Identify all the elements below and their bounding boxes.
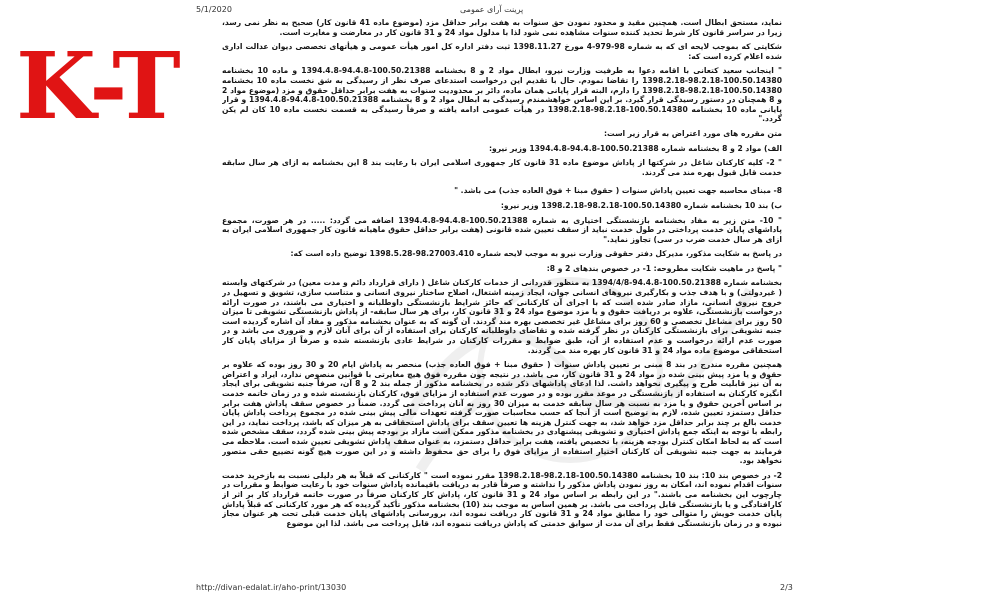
page-header bbox=[0, 2, 1000, 16]
page-number: 2/3 bbox=[780, 583, 793, 592]
paragraph: " اینجانب سعید کتعانی با اقامه دعوا به طرفیت وزارت نیرو، ابطال مواد 2 و 8 بخشنامه 100.50.21388-94.4.8-1394.4.8 و ماده 10 بخشنامه 100.50.14380-98.2.18-1398.2.18 را تقاضا نمودم. حال با تقدیم این درخواست استدعای صرف نظر از رسیدگی به شق نخست ماده 10 بخشنامه 100.50.14380-98.2.18-1398.2.18 را دارم، البته قرار پایانی همان ماده، دائر بر محدودیت سنوات به هفت برابر حداقل حقوق و مزد (موضوع مواد 2 و 8 همچنان در دستور رسیدگی قرار گیرد. بر این اساس خواهشمندم رسیدگی به ابطال مواد 2 و 8 بخشنامه 100.50.21388-94.4.8-1394.4.8 و قرار پایانی ماده 10 بخشنامه 100.50.14380-98.2.18-1398.2.18 در هیأت عمومی ادامه یافته و صرفاً رسیدگی به قسمت نخست ماده 10 کان لم یکن گردد." bbox=[222, 66, 782, 124]
page-footer bbox=[0, 583, 1000, 597]
paragraph: ب) بند 10 بخشنامه شماره 100.50.14380-98.2.18-1398.2.18 وزیر نیرو: bbox=[500, 200, 782, 210]
paragraph: 2- در خصوص بند 10: بند 10 بخشنامه 100.50.14380-98.2.18-1398.2.18 مقرر نموده است " کارکنانی که قبلاً به هر دلیلی نسبت به بازخرید خدمت سنوات اقدام نموده اند، امکان به روز نمودن پاداش مذکور را نداشته و صرفاً قادر به دریافت باقیمانده پاداش سنوات خود با رعایت ضوابط و مقررات در چارچوب این بخشنامه می باشند." در این رابطه بر اساس مواد 24 و 31 قانون کار، پاداش کار کارکنان صرفاً در صورت خاتمه قرارداد کار بر اثر از کارافتادگی و یا بازنشستگی قابل پرداخت می باشد. بر همین اساس به موجب بند (10) بخشنامه مذکور تأکید گردیده که هر مورد کارکنانی که قبلاً پاداش پایان خدمت خویش را متوالی خود را مطابق مواد 24 و 31 قانون کار دریافت نموده اند، برورسانی پاداشهای پایان خدمت قبلی تحت هر عنوان مجاز نبوده و در زمان بازنشستگی فقط برای آن مدت از سوابق خدمتی که پاداش دریافت ننموده اند، قابل پرداخت می باشد. لذا این موضوع bbox=[222, 470, 782, 528]
paragraph: " 2- کلیه کارکنان شاغل در شرکتها از پاداش موضوع ماده 31 قانون کار جمهوری اسلامی ایران با رعایت بند 8 این بخشنامه به ازای هر سال سابقه خدمت قابل قبول بهره مند می گردند. bbox=[222, 158, 782, 177]
print-date: 5/1/2020 bbox=[196, 5, 232, 14]
paragraph: " پاسخ در ماهیت شکایت مطروحه: 1- در خصوص بندهای 2 و 8: bbox=[546, 263, 782, 273]
document-body bbox=[222, 18, 782, 578]
kt-logo-text: K-T bbox=[16, 32, 181, 140]
paragraph: همچنین مقرره مندرج در بند 8 مبنی بر تعیین پاداش سنوات ( حقوق مبنا + فوق العاده جذب) منحصر به پاداش ایام 20 و 30 روز بوده که علاوه بر حقوق و یا مزد پیش بینی شده در مواد 24 و 31 قانون کار، می باشد. در نتیجه چون مقرره فوق هیچ مغایرتی با قوانین منصوص ندارد، ایراد و اعتراض به آن نیز قابلیت طرح و پیگیری نخواهد داشت. لذا ادعای پاداشهای ذکر شده در بخشنامه مذکور از جمله بند 2 و 8 آن، صرفاً جنبه تشویقی برای ایجاد انگیزه کارکنان به استفاده از بازنشستگی در موعد مقرر بوده و در صورت عدم استفاده از مزایای فوق، کارکنان بازنشسته شده و در زمان خاتمه خدمت بر اساس آخرین حقوق و یا مزد به نسبت هر سال سابقه خدمت به میزان 30 روز به آنان پرداخت می گردد. ضمناً در خصوص سقف پاداش هفت برابر حداقل دستمزد تعیین شده، لازم به توضیح است از آنجا که حسب محاسبات صورت گرفته تعهدات مالی پیش بینی شده در مجموع پرداخت پاداش پایان خدمت بالغ بر چند برابر حداقل مزد خواهد شد، به جهت کنترل هزینه ها تعیین سقف برای پاداش استحقاقی به هر میزان که باشد، پرداخت نماید، در این رابطه با توجه به اینکه جمع پاداش اختیاری و تشویقی پیشنهادی در بخشنامه مذکور ممکن است مازاد بر بودجه پیش بینی شده گردد، سقف مشخص شده است که به لحاظ امکان کنترل بودجه هزینه، با تخصیص یافته، هفت برابر حداقل دستمزد، به عنوان سقف پاداش تشویقی تعیین شده است. ملاحظه می فرمایند به جهت جنبه تشویقی آن کارکنان اختیار استفاده از مزایای فوق را برای حق محفوظ داشته و در این صورت هیچ گونه تضییع حقی متصور نخواهد بود. bbox=[222, 360, 782, 466]
paragraph: در پاسخ به شکایت مذکور، مدیرکل دفتر حقوقی وزارت نیرو به موجب لایحه شماره 98.27003.410-1398.5.28 توضیح داده است که: bbox=[290, 249, 782, 259]
paragraph: 8- مبنای محاسبه جهت تعیین پاداش سنوات ( حقوق مبنا + فوق العاده جذب) می باشد. " bbox=[454, 186, 782, 196]
paragraph: " 10- متن زیر به مفاد بخشنامه بازنشستگی اختیاری به شماره 100.50.21388-94.4.8-1394.4.8 اضافه می گردد: ..... در هر صورت، مجموع پاداشهای پایان خدمت پرداختی در طول خدمت نباید از سقف تعیین شده قانونی (هفت برابر حداقل حقوق ماهیانه قانون کار جمهوری اسلامی ایران به ازای هر سال خدمت ضرب در سی) تجاوز نماید." bbox=[222, 215, 782, 244]
paragraph: الف) مواد 2 و 8 بخشنامه شماره 100.50.21388-94.4.8-1394.4.8 وزیر نیرو: bbox=[488, 143, 782, 153]
paragraph: متن مقرره های مورد اعتراض به قرار زیر است: bbox=[604, 128, 782, 138]
print-title: پرینت آرای عمومی bbox=[460, 5, 524, 14]
paragraph: نماید، مستحق ابطال است. همچنین مقید و محدود نمودن حق سنوات به هفت برابر حداقل مزد (موضوع ماده 41 قانون کار) صحیح به نظر نمی رسد، زیرا در سراسر قانون کار شرط تحدید کننده سنوات مشاهده نمی شود لذا با مدلول مواد 24 و 31 قانون کار در معارضت و مغایرت است. bbox=[222, 18, 782, 37]
kt-logo bbox=[12, 30, 182, 140]
paragraph: شکایتی که بموجب لایحه ای که به شماره 98-979-4 مورخ 1398.11.27 ثبت دفتر اداره کل امور هیأت عمومی و هیأتهای تخصصی دیوان عدالت اداری شده اعلام کرده است که: bbox=[222, 42, 782, 61]
print-url[interactable]: http://divan-edalat.ir/aho-print/13030 bbox=[196, 583, 347, 592]
paragraph: بخشنامه شماره 100.50.21388-94.4.8-1394/4/8 به منظور قدردانی از خدمات کارکنان شاغل ( دارای قرارداد دائم و مدت معین) در شرکتهای وابسته ( غیردولتی) و با هدف جذب و بکارگیری نیروهای انسانی جوان، ایجاد زمینه اشتغال، اصلاح ساختار نیروی انسانی و متناسب سازی، تشویق و تسهیل در خروج نیروی انسانی، مازاد صادر شده است که با اجرای آن کارکنانی که حائز شرایط بازنشستگی داوطلبانه و اختیاری می باشند، در صورت ارائه درخواست بازنشستگی، علاوه بر دریافت حقوق و یا مزد موضوع مواد 24 و 31 قانون کار، برای هر سال سابقه- از پاداش بازنشستگی تشویقی تا میزان 50 روز برای مشاغل تخصصی و 60 روز برای مشاغل غیر تخصصی بهره مند گردند. آن گونه که به عنوان بخشنامه مذکور و مفاد آن اشاره گردیده است جنبه تشویقی برای بازنشستگی کارکنان در نظر گرفته شده و تقاضای داوطلبانه کارکنان برای استفاده از آن برای آنان لازم و ضروری می باشد و در صورت عدم ارائه درخواست و عدم استفاده از آن، طبق ضوابط و مقررات کارکنان در شرایط عادی بازنشسته شده و صرفاً از مزایای پایان کار استحقاقی موضوع ماده مواد 24 و 31 قانون کار بهره مند می گردند. bbox=[222, 278, 782, 355]
